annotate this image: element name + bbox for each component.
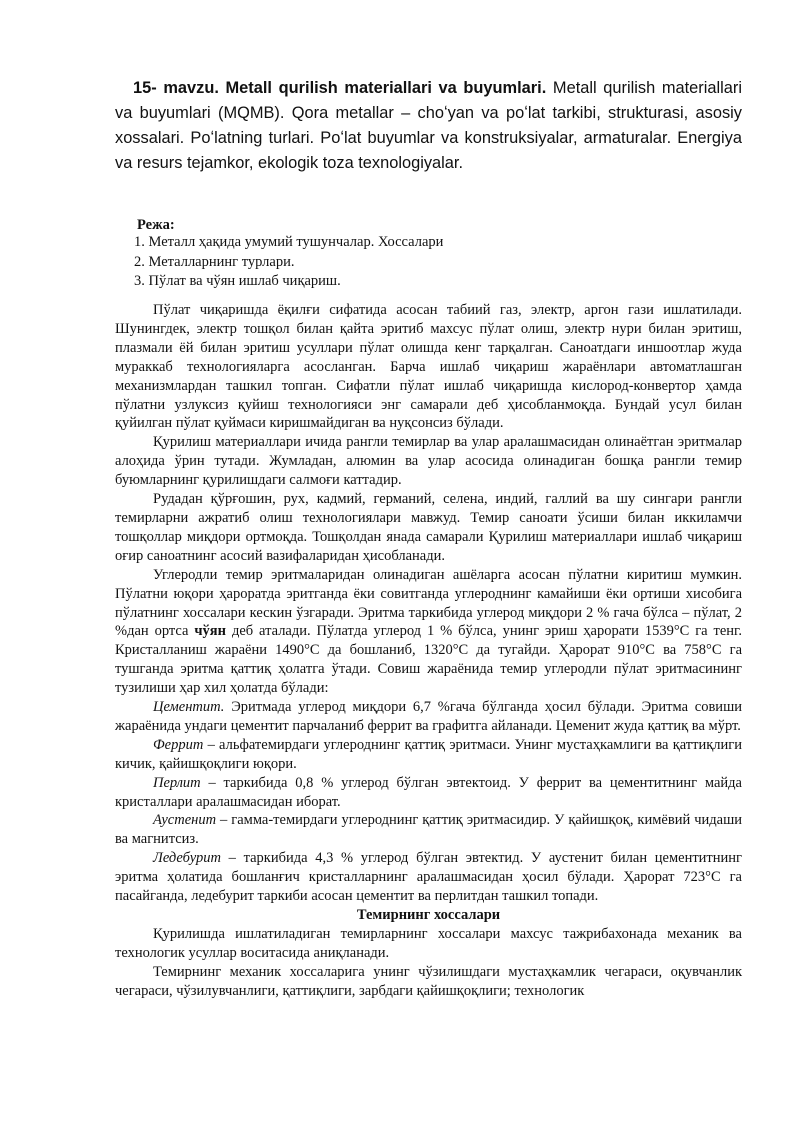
topic-title: 15- mavzu. Metall qurilish materiallari va buyumlari. — [133, 79, 547, 97]
paragraph-text: Эритмада углерод миқдори 6,7 %гача бўлганда ҳосил бўлади. Эритма совиши жараёнида ундаги цементит парчаланиб феррит ва графитга айланади. Цеменит жуда қаттиқ ва мўрт. — [115, 699, 742, 734]
term-ledeburite: Ледебурит — [153, 850, 221, 867]
plan-list — [134, 233, 443, 292]
paragraph-mechanical-properties: Темирнинг механик хоссаларига унинг чўзилишдаги мустаҳкамлик чегараси, оқувчанлик чегараси, чўзилувчанлиги, қаттиқлиги, зарбдаги қайишқоқлиги; технологик — [115, 963, 742, 999]
section-heading: Темирнинг хоссалари — [356, 907, 501, 923]
plan-item-1: 1. Металл ҳақида умумий тушунчалар. Хоссалари — [134, 234, 444, 250]
paragraph-nonferrous-metals: Қурилиш материаллари ичида рангли темирлар ва улар аралашмасидан олинаётган эритмалар алоҳида ўрин тутади. Жумладан, алюмин ва улар асосида олинадиган бошқа рангли темир буюмларнинг қурилишдаги салмоғи каттадир. — [115, 434, 742, 489]
paragraph-text: – гамма-темирдаги углероднинг қаттиқ эритмасидир. У қайишқоқ, кимёвий чидаши ва магнитсиз. — [115, 812, 742, 848]
paragraph-cementite — [115, 698, 742, 736]
term-ferrite: Феррит — [153, 736, 204, 753]
plan-item-3: 3. Пўлат ва чўян ишлаб чиқариш. — [134, 273, 341, 289]
plan-title: Режа: — [137, 217, 175, 233]
paragraph-text: – таркибида 4,3 % углерод бўлган эвтектид. У аустенит билан цементитнинг эритма ҳолатида бошланғич кристалларнинг аралашмасидан ҳосил бўлади. Ҳарорат 723°С га пасайганда, ледебурит таркиби асосан цементит ва перлитдан ташкил топади. — [115, 850, 742, 905]
paragraph-text: – таркибида 0,8 % углерод бўлган эвтектоид. У феррит ва цементитнинг майда кристаллари аралашмасидан иборат. — [115, 774, 742, 810]
topic-description: Metall qurilish materiallari va buyumlari (MQMB). Qora metallar – choʻyan va poʻlat tarkibi, strukturasi, asosiy xossalari. Poʻlatning turlari. Poʻlat buyumlar va konstruksiyalar, armaturalar. Energiya va resurs tejamkor, ekologik toza texnologiyalar. — [115, 79, 742, 172]
paragraph-austenite — [115, 811, 742, 849]
paragraph-text: Углеродли темир эритмаларидан олинадиган ашёларга асосан пўлатни киритиш мумкин. Пўлатни юқори ҳароратда эритганда ёки совитганда углероднинг камайиши ёки ортиши хисобига пўлатнинг хоссалари кескин ўзгаради. Эритма таркибида углерод миқдори 2 % гача бўлса – пўлат, 2 %дан ортса — [115, 566, 742, 640]
term-cementite: Цементит. — [153, 699, 225, 716]
paragraph-ferrite — [115, 736, 742, 774]
paragraph-text: – альфатемирдаги углероднинг қаттиқ эритмаси. Унинг мустаҳкамлиги ва қаттиқлиги кичик, қайишқоқлиги юқори. — [115, 736, 742, 772]
term-perlite: Перлит — [153, 774, 201, 791]
paragraph-steel-production: Пўлат чиқаришда ёқилғи сифатида асосан табиий газ, электр, аргон гази ишлатилади. Шунингдек, электр тошқол билан қайта эритиб махсус пўлат олиш, электр нури билан эритиш, плазмали ёй билан эритиш усуллари пўлат олишда кенг тарқалган. Саноатдаги иншоотлар жуда мураккаб технологияларга асосланган. Барча ишлаб чиқариш жараёнлари автоматлашган механизмлардан ташкил топган. Сифатли пўлат ишлаб чиқаришда кислород-конвертор ҳамда пўлатни узлуксиз қуйиш технологияси энг самарали деб ҳисобланмоқда. Бундай усул билан қуйилган пўлат қуймаси киришмайдиган ва нуқсонсиз бўлади. — [115, 302, 742, 432]
paragraph-text: деб аталади. Пўлатда углерод 1 % бўлса, унинг эриш ҳарорати 1539°С га тенг. Кристалланиш жараёни 1490°С да бошланиб, 1320°С да тугайди. Ҳарорат 910°С ва 758°С га тушганда эритма қаттиқ ҳолатга ўтади. Совиш жараёнида темир углеродли пўлат эритмасининг тузилиши ҳар хил ҳолатда бўлади: — [115, 623, 742, 697]
plan-item-2: 2. Металларнинг турлари. — [134, 253, 295, 270]
paragraph-perlite — [115, 774, 742, 812]
document-body — [115, 301, 742, 1001]
term-austenite: Аустенит — [153, 812, 217, 829]
paragraph-ore-extraction: Рудадан қўрғошин, рух, кадмий, германий, селена, индий, галлий ва шу сингари рангли темирларни ажратиб олиш технологиялари мавжуд. Темир саноати ўсиши билан иккиламчи тошқоллар миқдори ортмоқда. Тошқолдан янада самарали Қурилиш материаллари ишлаб чиқариш оғир саноатнинг асосий вазифаларидан ҳисобланади. — [115, 491, 742, 564]
paragraph-properties-testing: Қурилишда ишлатиладиган темирларнинг хоссалари махсус тажрибахонада механик ва технологик усуллар воситасида аниқланади. — [115, 925, 742, 961]
paragraph-carbon-steel — [115, 566, 742, 698]
bold-term-cast-iron: чўян — [194, 623, 227, 640]
paragraph-ledeburite — [115, 849, 742, 906]
topic-header — [115, 76, 742, 176]
